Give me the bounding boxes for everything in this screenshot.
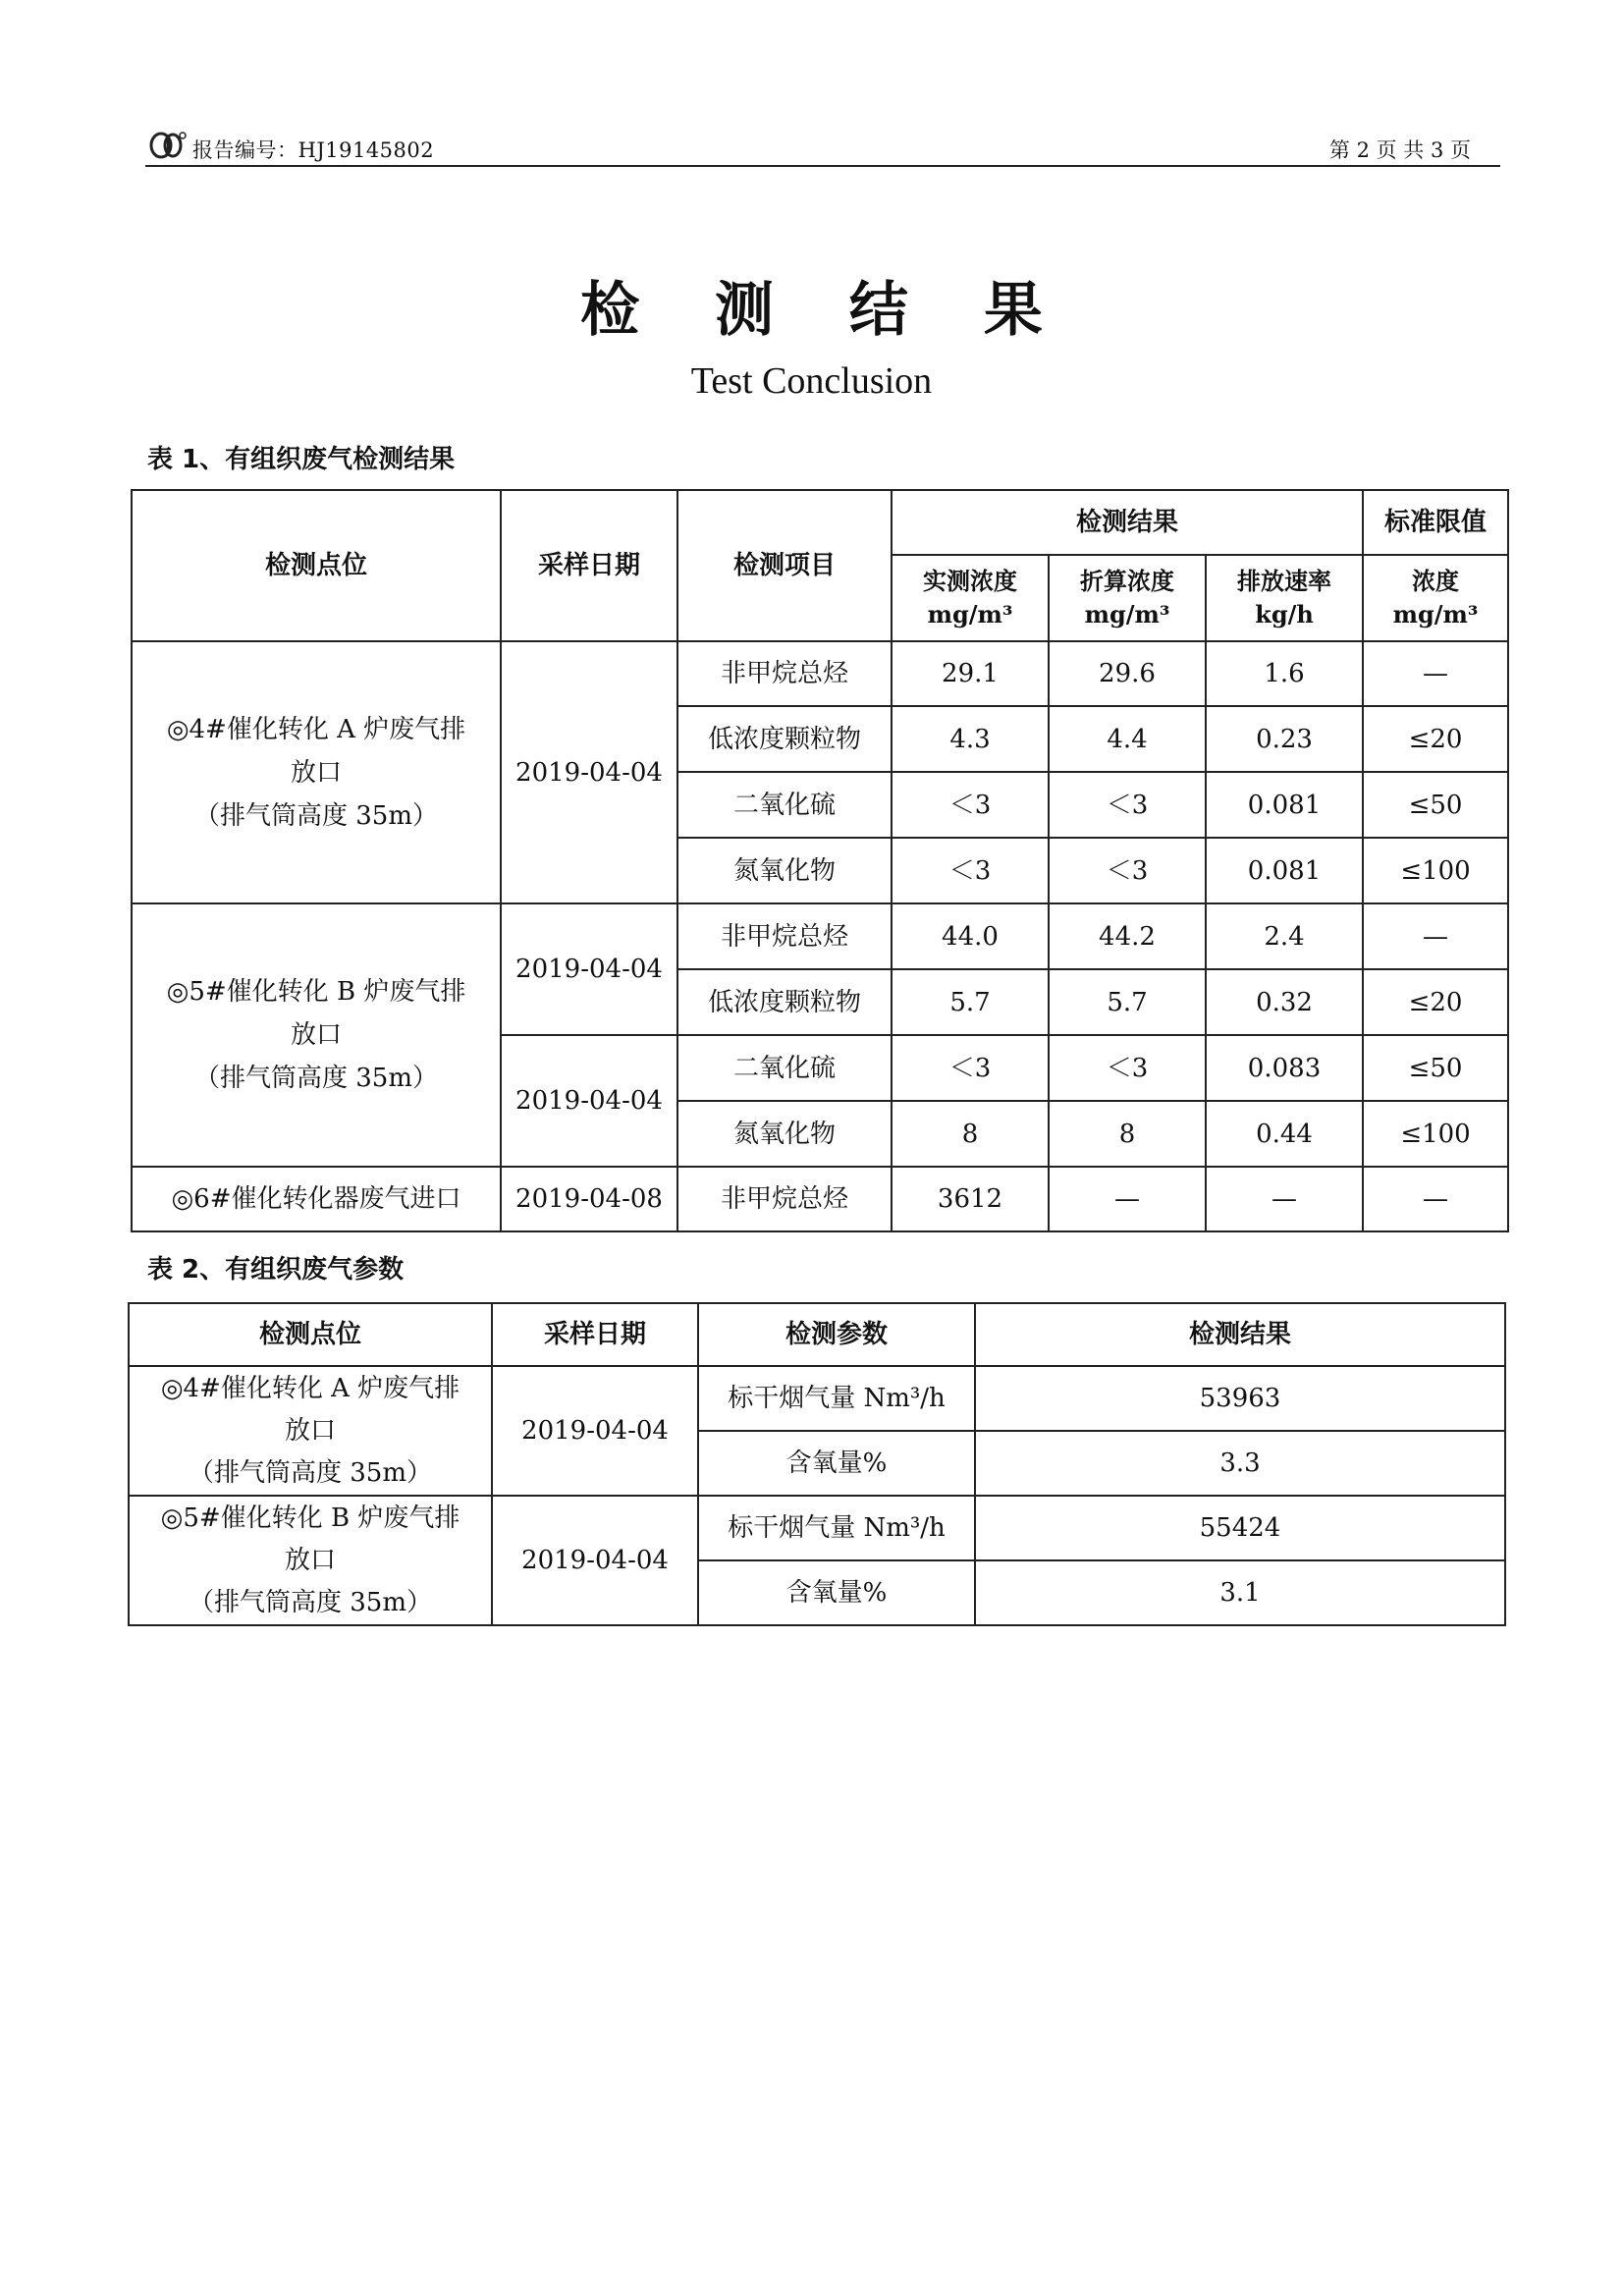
value-cell: 1.6 [1206,641,1363,706]
limit-cell: ≤20 [1363,969,1508,1035]
table2-caption: 表 2、有组织废气参数 [147,1255,405,1285]
value-cell: 0.081 [1206,772,1363,838]
value-cell: 0.32 [1206,969,1363,1035]
item-cell: 非甲烷总烃 [677,903,892,969]
parameter-cell: 含氧量% [698,1431,975,1496]
value-cell: 29.1 [892,641,1049,706]
document-title: 检 测 结 果 [580,276,1070,345]
header-measured: 实测浓度 mg/m³ [892,555,1049,641]
table-row [129,1366,1505,1431]
value-cell: 0.081 [1206,838,1363,903]
value-cell: 0.44 [1206,1101,1363,1167]
date-cell: 2019-04-04 [492,1496,698,1625]
date-cell: 2019-04-04 [501,641,677,903]
value-cell: 4.3 [892,706,1049,772]
item-cell: 非甲烷总烃 [677,1167,892,1231]
limit-cell: — [1363,903,1508,969]
date-cell: 2019-04-04 [492,1366,698,1496]
limit-cell: ≤100 [1363,1101,1508,1167]
value-cell: 29.6 [1049,641,1206,706]
value-cell: — [1049,1167,1206,1231]
item-cell: 低浓度颗粒物 [677,706,892,772]
limit-cell: ≤100 [1363,838,1508,903]
value-cell: 2.4 [1206,903,1363,969]
header-parameter: 检测参数 [698,1303,975,1366]
value-cell: 4.4 [1049,706,1206,772]
value-cell: ＜3 [892,772,1049,838]
item-cell: 二氧化硫 [677,1035,892,1101]
limit-cell: — [1363,1167,1508,1231]
item-cell: 氮氧化物 [677,838,892,903]
value-cell: 5.7 [892,969,1049,1035]
table-row [132,903,1508,969]
result-cell: 3.1 [975,1560,1505,1625]
limit-cell: ≤50 [1363,772,1508,838]
value-cell: — [1206,1167,1363,1231]
page-header [145,126,1500,167]
value-cell: ＜3 [1049,772,1206,838]
location-cell: ◎4#催化转化 A 炉废气排 放口 （排气筒高度 35m） [129,1366,492,1496]
table1-emission-results [131,489,1509,1232]
date-cell: 2019-04-04 [501,1035,677,1167]
value-cell: ＜3 [892,838,1049,903]
date-cell: 2019-04-08 [501,1167,677,1231]
header-limits: 标准限值 [1363,490,1508,555]
value-cell: 3612 [892,1167,1049,1231]
page-number: 第 2 页 共 3 页 [1328,138,1471,162]
parameter-cell: 含氧量% [698,1560,975,1625]
location-cell: ◎6#催化转化器废气进口 [132,1167,501,1231]
header-result: 检测结果 [975,1303,1505,1366]
value-cell: 8 [1049,1101,1206,1167]
value-cell: 8 [892,1101,1049,1167]
parameter-cell: 标干烟气量 Nm³/h [698,1366,975,1431]
result-cell: 53963 [975,1366,1505,1431]
item-cell: 低浓度颗粒物 [677,969,892,1035]
header-results: 检测结果 [892,490,1363,555]
header-location: 检测点位 [132,490,501,641]
value-cell: ＜3 [1049,838,1206,903]
company-logo-icon [149,130,189,159]
limit-cell: — [1363,641,1508,706]
parameter-cell: 标干烟气量 Nm³/h [698,1496,975,1560]
header-converted: 折算浓度 mg/m³ [1049,555,1206,641]
table-row [132,490,1508,555]
value-cell: 0.23 [1206,706,1363,772]
header-date: 采样日期 [501,490,677,641]
item-cell: 二氧化硫 [677,772,892,838]
result-cell: 3.3 [975,1431,1505,1496]
header-date: 采样日期 [492,1303,698,1366]
document-subtitle: Test Conclusion [690,360,933,402]
table1-caption: 表 1、有组织废气检测结果 [147,445,456,474]
table-row [132,1167,1508,1231]
table-row [132,641,1508,706]
report-number: 报告编号：HJ19145802 [192,138,435,162]
location-cell: ◎5#催化转化 B 炉废气排 放口 （排气筒高度 35m） [132,903,501,1167]
table2-emission-parameters [128,1302,1506,1626]
item-cell: 氮氧化物 [677,1101,892,1167]
value-cell: 44.2 [1049,903,1206,969]
value-cell: 44.0 [892,903,1049,969]
header-rate: 排放速率 kg/h [1206,555,1363,641]
limit-cell: ≤20 [1363,706,1508,772]
table-row [129,1496,1505,1560]
limit-cell: ≤50 [1363,1035,1508,1101]
header-location: 检测点位 [129,1303,492,1366]
value-cell: ＜3 [1049,1035,1206,1101]
header-limit-conc: 浓度 mg/m³ [1363,555,1508,641]
location-cell: ◎4#催化转化 A 炉废气排 放口 （排气筒高度 35m） [132,641,501,903]
date-cell: 2019-04-04 [501,903,677,1035]
table-row [129,1303,1505,1366]
item-cell: 非甲烷总烃 [677,641,892,706]
value-cell: 5.7 [1049,969,1206,1035]
value-cell: ＜3 [892,1035,1049,1101]
result-cell: 55424 [975,1496,1505,1560]
value-cell: 0.083 [1206,1035,1363,1101]
header-item: 检测项目 [677,490,892,641]
location-cell: ◎5#催化转化 B 炉废气排 放口 （排气筒高度 35m） [129,1496,492,1625]
